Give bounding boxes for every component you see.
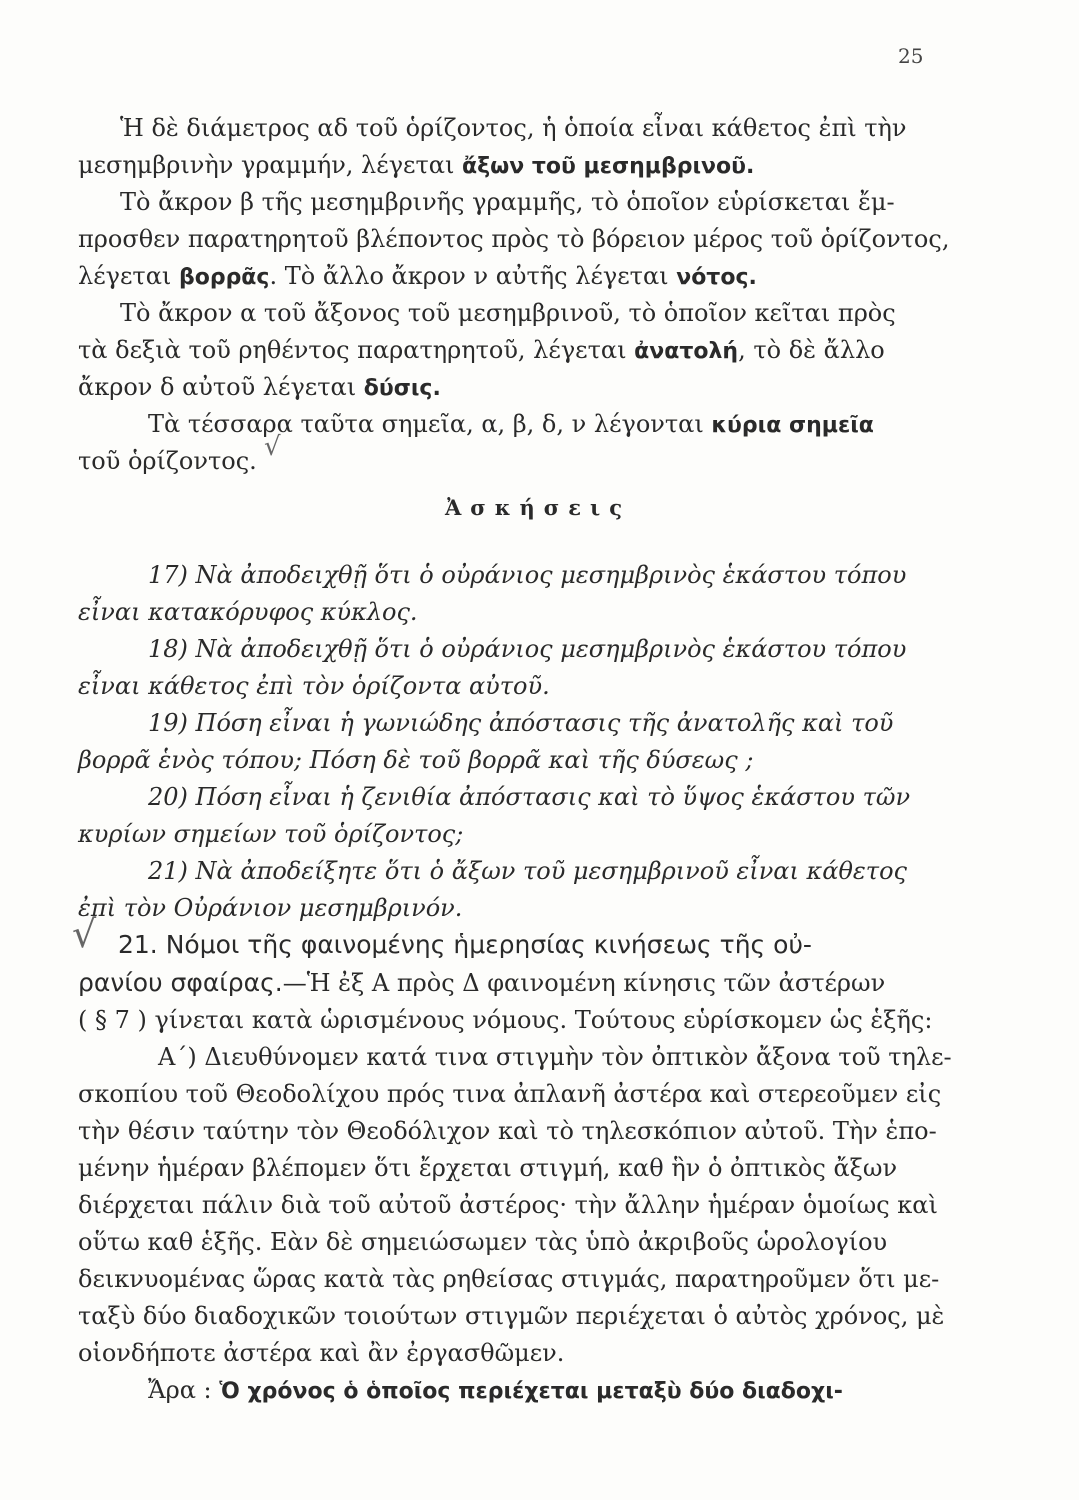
term-axon-meridian: ἄξων τοῦ μεσημβρινοῦ.: [462, 154, 755, 179]
exercise-19-line2: βορρᾶ ἑνὸς τόπου; Πόση δὲ τοῦ βορρᾶ καὶ τῆς δύσεως ;: [78, 746, 754, 774]
para3-line2-c: , τὸ δὲ ἄλλο: [738, 336, 885, 364]
pencil-check-mark-section: √: [72, 912, 97, 956]
exercise-18-line2: εἶναι κάθετος ἐπὶ τὸν ὁρίζοντα αὐτοῦ.: [78, 672, 550, 700]
term-cardinal-points: κύρια σημεῖα: [711, 413, 874, 438]
exercise-19-line1: 19) Πόση εἶναι ἡ γωνιώδης ἀπόστασις τῆς ἀνατολῆς καὶ τοῦ: [148, 709, 894, 737]
para1-line2: [78, 150, 754, 182]
para1-line2-text: μεσημβρινὴν γραμμήν, λέγεται: [78, 151, 462, 179]
section21-line7: μένην ἡμέραν βλέπομεν ὅτι ἔρχεται στιγμή, καθ ἣν ὁ ὀπτικὸς ἄξων: [78, 1154, 898, 1182]
exercises-heading: Ἀσκήσεις: [445, 495, 631, 520]
section21-line2-text: —Ἡ ἐξ Α πρὸς Δ φαινομένη κίνησις τῶν ἀστέρων: [282, 969, 886, 997]
term-north: βορρᾶς: [178, 265, 270, 290]
section21-line8: διέρχεται πάλιν διὰ τοῦ αὐτοῦ ἀστέρος· τὴν ἄλλην ἡμέραν ὁμοίως καὶ: [78, 1191, 938, 1219]
exercise-18-line1: 18) Νὰ ἀποδειχθῇ ὅτι ὁ οὐράνιος μεσημβρινὸς ἑκάστου τόπου: [148, 635, 907, 663]
para3-line3: [78, 372, 441, 404]
exercise-21-line2: ἐπὶ τὸν Οὐράνιον μεσημβρινόν.: [78, 894, 463, 922]
para3-line1: Τὸ ἄκρον α τοῦ ἄξονος τοῦ μεσημβρινοῦ, τὸ ὁποῖον κεῖται πρὸς: [120, 299, 896, 327]
para2-line2: προσθεν παρατηρητοῦ βλέποντος πρὸς τὸ βόρειον μέρος τοῦ ὁρίζοντος,: [78, 225, 950, 253]
law-statement-start: Ὁ χρόνος ὁ ὁποῖος περιέχεται μεταξὺ δύο διαδοχι-: [219, 1379, 843, 1404]
para2-line1: Τὸ ἄκρον β τῆς μεσημβρινῆς γραμμῆς, τὸ ὁποῖον εὑρίσκεται ἔμ-: [120, 188, 895, 216]
exercise-17-line2: εἶναι κατακόρυφος κύκλος.: [78, 598, 418, 626]
pencil-check-mark: √: [264, 432, 281, 462]
para2-line3-a: λέγεται: [78, 262, 179, 290]
para1-line1: Ἡ δὲ διάμετρος αδ τοῦ ὁρίζοντος, ἡ ὁποία εἶναι κάθετος ἐπὶ τὴν: [120, 114, 907, 142]
para2-line3-c: . Τὸ ἄλλο ἄκρον ν αὐτῆς λέγεται: [269, 262, 677, 290]
para4-line2: τοῦ ὁρίζοντος.: [78, 447, 257, 475]
section21-line5: σκοπίου τοῦ Θεοδολίχου πρός τινα ἀπλανῆ ἀστέρα καὶ στερεοῦμεν εἰς: [78, 1080, 942, 1108]
section21-line11: ταξὺ δύο διαδοχικῶν τοιούτων στιγμῶν περιέχεται ὁ αὐτὸς χρόνος, μὲ: [78, 1302, 945, 1330]
exercise-17-line1: 17) Νὰ ἀποδειχθῇ ὅτι ὁ οὐράνιος μεσημβρινὸς ἑκάστου τόπου: [148, 561, 907, 589]
para4-line1: [148, 409, 874, 441]
para4-line1-a: Τὰ τέσσαρα ταῦτα σημεῖα, α, β, δ, ν λέγονται: [148, 410, 712, 438]
para3-line3-a: ἄκρον δ αὐτοῦ λέγεται: [78, 373, 364, 401]
section21-line3: ( § 7 ) γίνεται κατὰ ὡρισμένους νόμους. Τούτους εὑρίσκομεν ὡς ἑξῆς:: [78, 1006, 933, 1034]
section21-line6: τὴν θέσιν ταύτην τὸν Θεοδόλιχον καὶ τὸ τηλεσκόπιον αὐτοῦ. Τὴν ἑπο-: [78, 1117, 937, 1145]
exercise-21-line1: 21) Νὰ ἀποδείξητε ὅτι ὁ ἄξων τοῦ μεσημβρινοῦ εἶναι κάθετος: [148, 857, 907, 885]
para3-line2-a: τὰ δεξιὰ τοῦ ρηθέντος παρατηρητοῦ, λέγεται: [78, 336, 635, 364]
section21-line9: οὕτω καθ ἑξῆς. Εὰν δὲ σημειώσωμεν τὰς ὑπὸ ἀκριβοῦς ὡρολογίου: [78, 1228, 888, 1256]
term-south: νότος.: [676, 265, 757, 290]
section21-line2: [78, 968, 885, 998]
section21-line10: δεικνυομένας ὥρας κατὰ τὰς ρηθείσας στιγμάς, παρατηροῦμεν ὅτι με-: [78, 1265, 940, 1293]
section21-heading-line1: 21. Νόμοι τῆς φαινομένης ἡμερησίας κινήσεως τῆς οὐ-: [118, 930, 812, 959]
term-east: ἀνατολή: [634, 339, 739, 364]
page-number: 25: [898, 44, 924, 68]
term-west: δύσις.: [363, 376, 441, 401]
exercise-20-line2: κυρίων σημείων τοῦ ὁρίζοντος;: [78, 820, 464, 848]
section21-heading-end: ρανίου σφαίρας.: [78, 968, 283, 997]
section21-line13: [148, 1375, 843, 1407]
section21-line4: Α΄) Διευθύνομεν κατά τινα στιγμὴν τὸν ὀπτικὸν ἄξονα τοῦ τηλε-: [158, 1043, 952, 1071]
section21-line13-a: Ἄρα :: [148, 1376, 220, 1404]
section21-line12: οἱονδήποτε ἀστέρα καὶ ἂν ἐργασθῶμεν.: [78, 1339, 565, 1367]
exercise-20-line1: 20) Πόση εἶναι ἡ ζενιθία ἀπόστασις καὶ τὸ ὕψος ἑκάστου τῶν: [148, 783, 911, 811]
para3-line2: [78, 335, 885, 367]
para2-line3: [78, 261, 757, 293]
